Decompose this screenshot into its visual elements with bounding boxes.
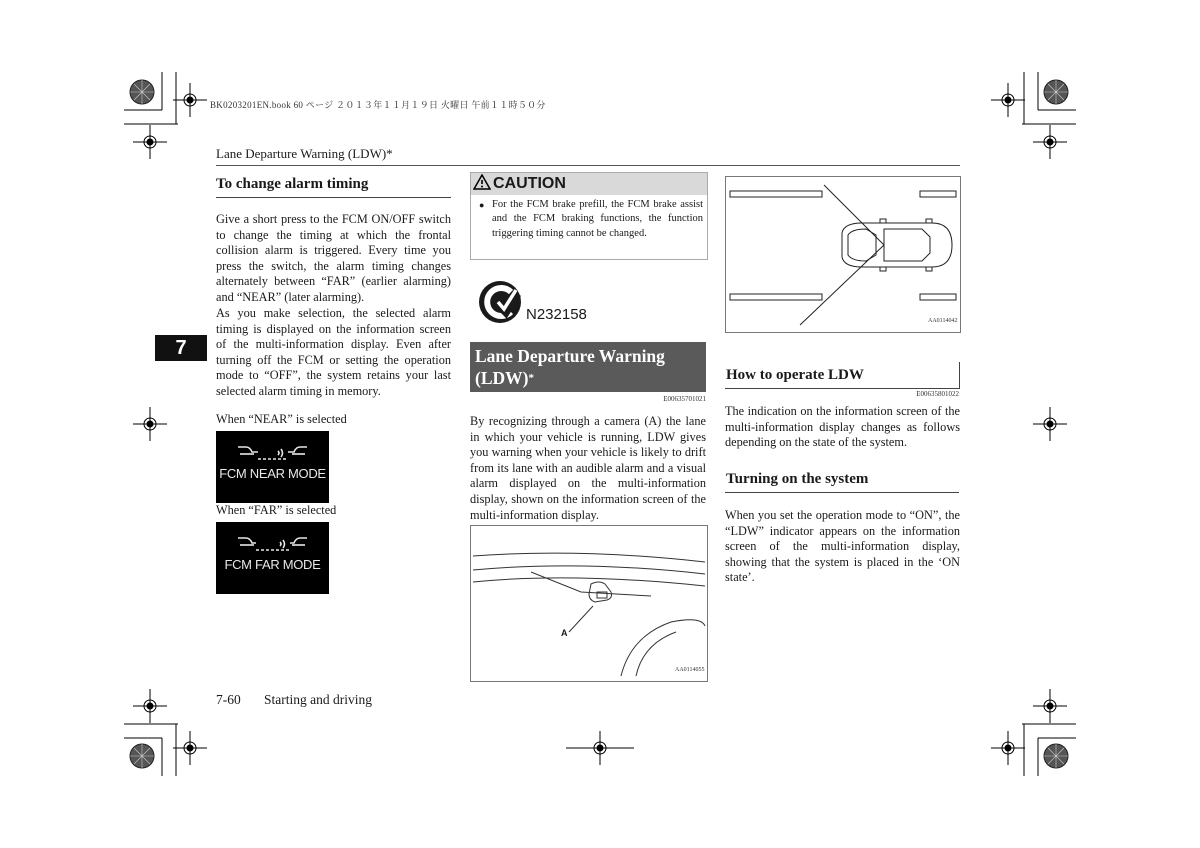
lane-detection-illustration — [726, 177, 960, 332]
heading-rule — [725, 388, 959, 389]
camera-label: A — [561, 628, 568, 638]
page-number: 7-60 — [216, 692, 241, 707]
caution-title-bar — [471, 173, 707, 195]
fcm-near-mode-screen — [216, 431, 329, 503]
camera-location-figure — [470, 525, 708, 682]
running-header: Lane Departure Warning (LDW)* — [216, 146, 393, 161]
near-mode-text: FCM NEAR MODE — [219, 466, 326, 481]
ldw-section-banner — [470, 342, 706, 392]
heading-corner-rule — [959, 362, 960, 389]
ldw-title-line1: Lane Departure Warning — [475, 346, 665, 366]
camera-illustration — [471, 526, 707, 681]
fcm-vehicles-far-icon — [236, 530, 309, 558]
warning-triangle-icon — [471, 173, 493, 195]
near-caption: When “NEAR” is selected — [216, 412, 347, 426]
caution-text: For the FCM brake prefill, the FCM brake assist and the FCM braking functions, the function triggering timing cannot be changed. — [492, 199, 703, 239]
chapter-tab: 7 — [155, 335, 207, 361]
certification-mark — [478, 280, 618, 326]
heading-alarm-timing: To change alarm timing — [216, 176, 369, 192]
cert-number: N232158 — [526, 306, 587, 323]
heading-how-to-operate: How to operate LDW — [726, 367, 864, 383]
alarm-timing-para-2: As you make selection, the selected alarm timing is displayed on the information screen of the multi-information display. Even after turning off the FCM or setting the operation mode to “OFF”, the system retains your last selected alarm timing in memory. — [216, 306, 451, 398]
alarm-timing-para-1: Give a short press to the FCM ON/OFF switch to change the timing at which the frontal collision alarm is triggered. Every time you press the switch, the alarm timing changes alternately between “FAR” (earlier alarming) and “NEAR” (later alarming). — [216, 212, 451, 304]
ldw-title-mark: * — [528, 372, 534, 384]
heading-rule — [725, 492, 959, 493]
how-to-operate-para: The indication on the information screen of the multi-information display changes as follows depending on the state of the system. — [725, 404, 960, 450]
footer-section-name: Starting and driving — [264, 692, 372, 707]
heading-rule — [216, 197, 451, 198]
caution-box — [470, 172, 708, 260]
middle-figure-code: AA0114055 — [675, 667, 705, 673]
ldw-title-line2: (LDW) — [475, 368, 529, 388]
ldw-section-code: E00635701021 — [663, 395, 706, 403]
lane-detection-figure — [725, 176, 961, 333]
header-rule — [216, 165, 960, 166]
caution-title: CAUTION — [493, 175, 566, 192]
far-caption: When “FAR” is selected — [216, 503, 337, 517]
right-figure-code: AA0114042 — [928, 318, 958, 324]
fcm-vehicles-icon — [236, 439, 309, 467]
bullet-icon: ● — [479, 200, 485, 210]
how-to-operate-code: E00635801022 — [916, 390, 959, 398]
fcm-far-mode-screen — [216, 522, 329, 594]
turning-on-para: When you set the operation mode to “ON”, the “LDW” indicator appears on the information screen of the multi-information display, showing that the system is placed in the ‘ON state’. — [725, 508, 960, 585]
ldw-intro-para: By recognizing through a camera (A) the lane in which your vehicle is running, LDW gives you warning when your vehicle is likely to drift from its lane with an audible alarm and a visual alarm displayed on the multi-information display, shown on the information screen of the multi-information display. — [470, 414, 706, 522]
c-tick-logo-icon — [478, 280, 522, 324]
heading-turning-on: Turning on the system — [726, 471, 869, 487]
far-mode-text: FCM FAR MODE — [224, 557, 321, 572]
print-info: BK0203201EN.book 60 ページ ２０１３年１１月１９日 火曜日 午前１１時５０分 — [210, 100, 546, 110]
